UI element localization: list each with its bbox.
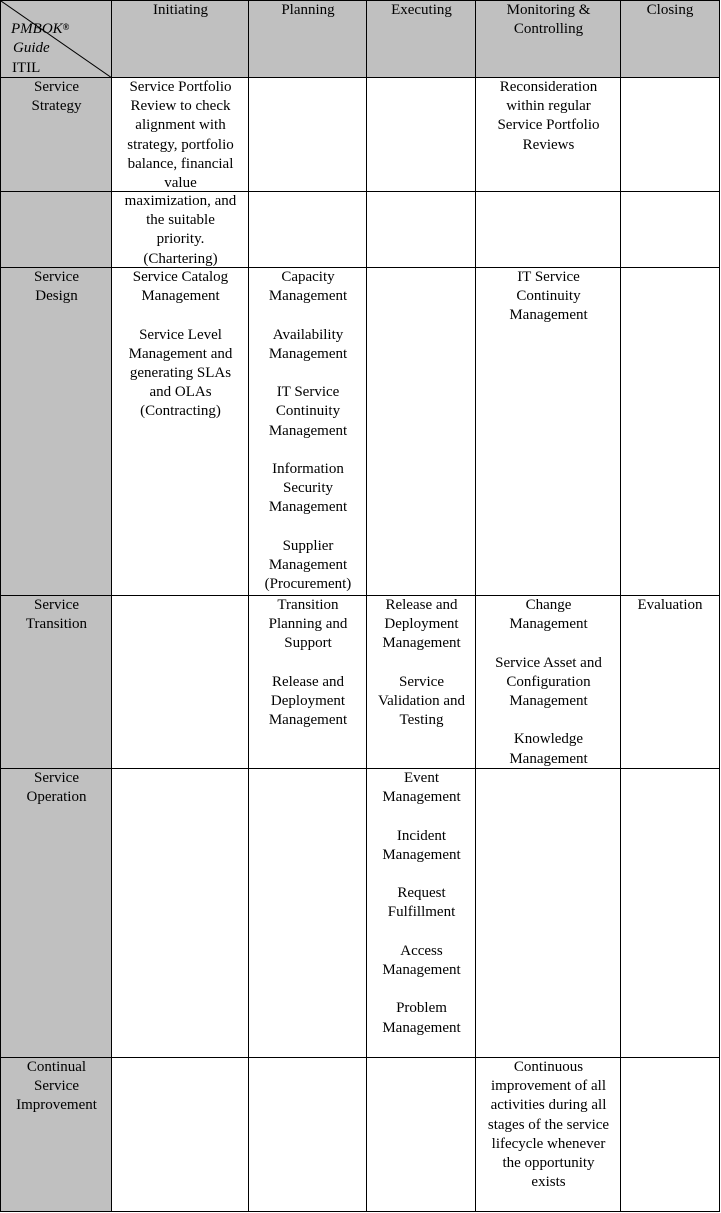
corner-pmbok-label: PMBOK®: [11, 21, 70, 37]
grid-line: [0, 595, 720, 596]
row-header-continuation: [1, 192, 112, 268]
cell-strategy-monitoring: Reconsideration within regular Service Portfolio Reviews: [497, 79, 600, 153]
grid-line: [0, 191, 720, 192]
grid-line: [620, 0, 621, 1212]
cell-transition-closing: Evaluation: [637, 597, 703, 613]
column-header-monitoring-controlling: Monitoring & Controlling: [476, 1, 621, 78]
grid-line: [0, 1057, 720, 1058]
column-header-planning: Planning: [249, 1, 367, 78]
grid-line: [111, 0, 112, 1212]
cell-design-monitoring: IT Service Continuity Management: [509, 269, 588, 324]
cell-operation-executing: Event Management Incident Management Request Fulfillment Access Management Problem Management: [382, 770, 461, 1036]
corner-guide-label: Guide: [13, 40, 50, 56]
cell-transition-planning: Transition Planning and Support Release and Deployment Management: [268, 597, 348, 729]
corner-itil-label: ITIL: [12, 60, 41, 76]
column-header-closing: Closing: [621, 1, 719, 78]
cell-design-planning: Capacity Management Availability Management IT Service Continuity Management Information Security Management Supplier Management (Procurement): [264, 269, 352, 593]
cell-transition-monitoring: Change Management Service Asset and Configuration Management Knowledge Management: [495, 597, 602, 767]
row-header-continual-service-improvement: Continual Service Improvement: [1, 1058, 112, 1212]
grid-line: [0, 77, 720, 78]
row-header-service-strategy: Service Strategy: [1, 78, 112, 192]
row-header-service-design: Service Design: [1, 268, 112, 596]
grid-line: [0, 768, 720, 769]
cell-improvement-monitoring: Continuous improvement of all activities during all stages of the service lifecycle whenever the opportunity exists: [487, 1059, 610, 1191]
grid-line: [475, 0, 476, 1212]
grid-line: [0, 0, 1, 1212]
grid-line: [0, 267, 720, 268]
grid-line: [0, 1211, 720, 1212]
grid-line: [248, 0, 249, 1212]
grid-line: [366, 0, 367, 1212]
cell-design-initiating: Service Catalog Management Service Level Management and generating SLAs and OLAs (Contracting): [128, 269, 233, 420]
cell-continuation-initiating: maximization, and the suitable priority. (Chartering): [124, 193, 237, 267]
grid-line: [0, 0, 720, 1]
row-header-service-operation: Service Operation: [1, 769, 112, 1058]
grid-line: [719, 0, 720, 1212]
corner-header-cell: [1, 1, 112, 78]
corner-diagonal-line: [1, 1, 112, 78]
column-header-executing: Executing: [367, 1, 476, 78]
cell-transition-executing: Release and Deployment Management Service Validation and Testing: [377, 597, 466, 729]
row-header-service-transition: Service Transition: [1, 596, 112, 769]
cell-strategy-initiating: Service Portfolio Review to check alignment with strategy, portfolio balance, financial value: [127, 79, 234, 192]
column-header-initiating: Initiating: [112, 1, 249, 78]
